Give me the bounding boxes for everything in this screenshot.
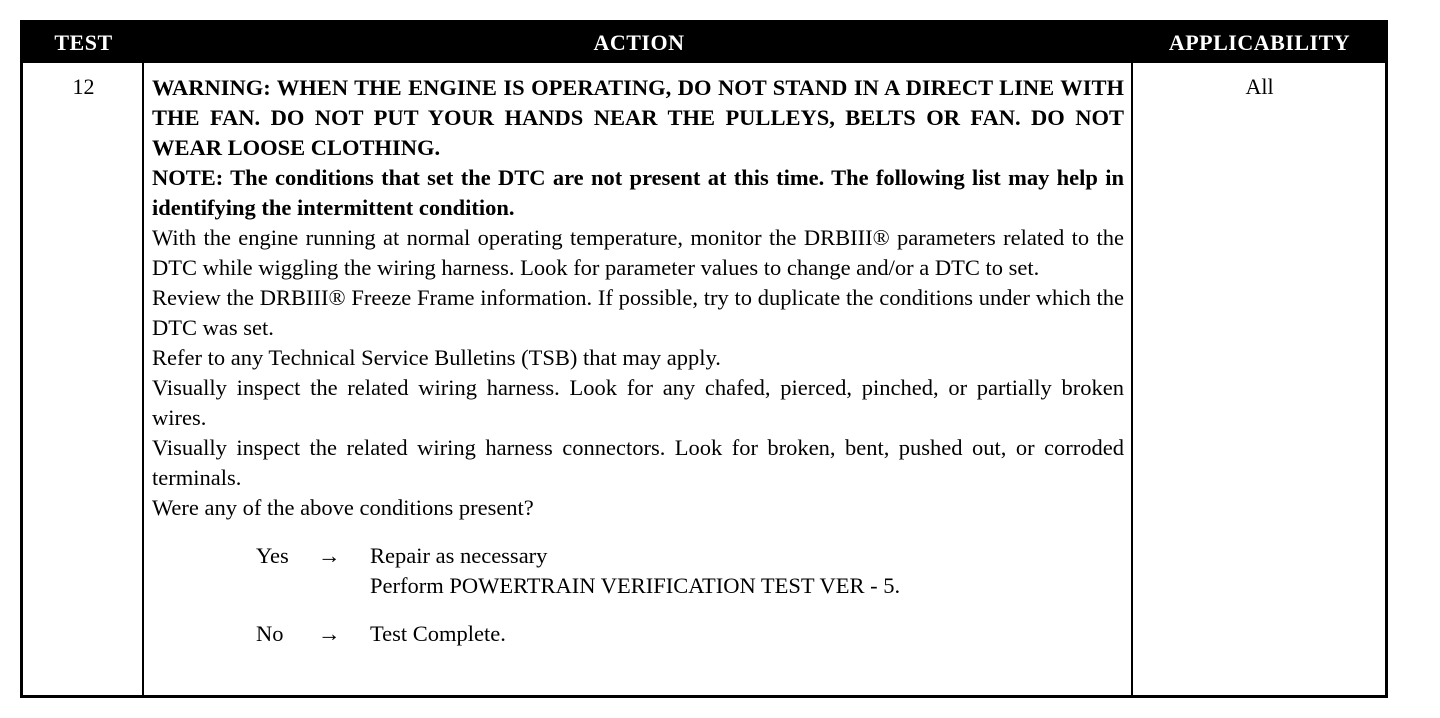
step-inspect-harness: Visually inspect the related wiring harness. Look for any chafed, pierced, pinched, or partially broken wires. bbox=[152, 375, 1124, 430]
step-tsb: Refer to any Technical Service Bulletins (TSB) that may apply. bbox=[152, 345, 721, 370]
table-header bbox=[23, 23, 1385, 63]
answer-no bbox=[256, 619, 1124, 649]
answer-block bbox=[256, 541, 1124, 649]
step-freeze-frame: Review the DRBIII® Freeze Frame information. If possible, try to duplicate the conditions under which the DTC was set. bbox=[152, 285, 1124, 340]
column-divider-test bbox=[142, 63, 144, 695]
yes-result-line-1: Repair as necessary bbox=[370, 543, 548, 568]
yes-label: Yes bbox=[256, 543, 289, 568]
header-applicability: APPLICABILITY bbox=[1168, 30, 1351, 55]
arrow-icon: → bbox=[318, 621, 341, 646]
header-action: ACTION bbox=[593, 30, 685, 55]
question-text: Were any of the above conditions present? bbox=[152, 495, 534, 520]
note-text: NOTE: The conditions that set the DTC are not present at this time. The following list may help in identifying the intermittent condition. bbox=[152, 165, 1124, 220]
diagnostic-test-table bbox=[20, 20, 1388, 698]
arrow-icon: → bbox=[318, 543, 341, 568]
test-number: 12 bbox=[72, 74, 95, 99]
action-cell bbox=[152, 73, 1124, 649]
step-inspect-connectors: Visually inspect the related wiring harness connectors. Look for broken, bent, pushed out, or corroded terminals. bbox=[152, 435, 1124, 490]
step-monitor-parameters: With the engine running at normal operating temperature, monitor the DRBIII® parameters related to the DTC while wiggling the wiring harness. Look for parameter values to change and/or a DTC to set. bbox=[152, 225, 1124, 280]
no-label: No bbox=[256, 621, 284, 646]
header-test: TEST bbox=[54, 30, 113, 55]
column-divider-action bbox=[1131, 63, 1133, 695]
no-result: Test Complete. bbox=[370, 621, 506, 646]
answer-yes bbox=[256, 541, 1124, 601]
applicability-value: All bbox=[1245, 74, 1274, 99]
yes-result-line-2: Perform POWERTRAIN VERIFICATION TEST VER - 5. bbox=[370, 573, 901, 598]
yes-result bbox=[370, 541, 1124, 601]
warning-text: WARNING: WHEN THE ENGINE IS OPERATING, DO NOT STAND IN A DIRECT LINE WITH THE FAN. DO NOT PUT YOUR HANDS NEAR THE PULLEYS, BELTS OR FAN. DO NOT WEAR LOOSE CLOTHING. bbox=[152, 75, 1124, 160]
